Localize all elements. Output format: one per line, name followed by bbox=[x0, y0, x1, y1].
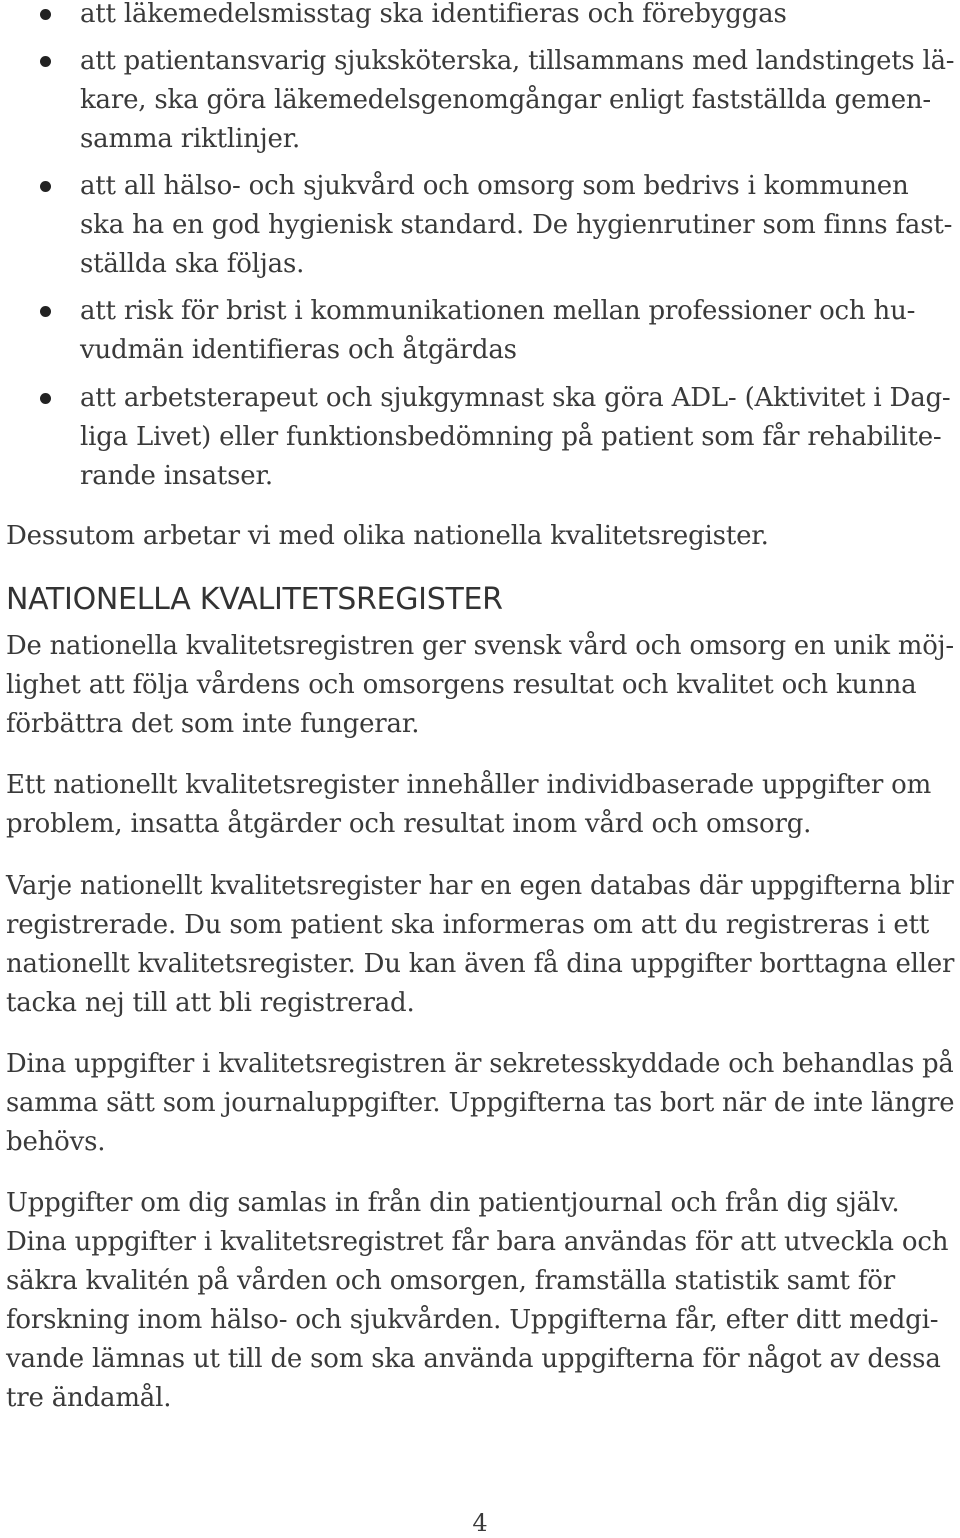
page-number: 4 bbox=[472, 1509, 488, 1537]
paragraph-line: samma sätt som journaluppgifter. Uppgifterna tas bort när de inte längre bbox=[6, 1088, 955, 1118]
bullet-marker bbox=[40, 306, 51, 317]
bullet-text-line: ställda ska följas. bbox=[80, 249, 305, 279]
section-heading: NATIONELLA KVALITETSREGISTER bbox=[6, 582, 503, 617]
bullet-marker bbox=[40, 56, 51, 67]
paragraph-line: tre ändamål. bbox=[6, 1383, 172, 1413]
bullet-marker bbox=[40, 393, 51, 404]
paragraph-line: Uppgifter om dig samlas in från din patientjournal och från dig själv. bbox=[6, 1188, 900, 1218]
bullet-marker bbox=[40, 9, 51, 20]
bullet-text-line: kare, ska göra läkemedelsgenomgångar enligt fastställda gemen- bbox=[80, 85, 932, 115]
bullet-marker bbox=[40, 181, 51, 192]
paragraph-line: tacka nej till att bli registrerad. bbox=[6, 988, 415, 1018]
paragraph-line: registrerade. Du som patient ska informeras om att du registreras i ett bbox=[6, 910, 930, 940]
bullet-text-line: att arbetsterapeut och sjukgymnast ska göra ADL- (Aktivitet i Dag- bbox=[80, 383, 951, 413]
paragraph-line: vande lämnas ut till de som ska använda uppgifterna för något av dessa bbox=[6, 1344, 941, 1374]
paragraph-line: förbättra det som inte fungerar. bbox=[6, 709, 420, 739]
bullet-text-line: att all hälso- och sjukvård och omsorg som bedrivs i kommunen bbox=[80, 171, 909, 201]
paragraph-line: Ett nationellt kvalitetsregister innehåller individbaserade uppgifter om bbox=[6, 770, 932, 800]
paragraph-line: Dina uppgifter i kvalitetsregistren är sekretesskyddade och behandlas på bbox=[6, 1049, 954, 1079]
paragraph-line: Dina uppgifter i kvalitetsregistret får bara användas för att utveckla och bbox=[6, 1227, 949, 1257]
bullet-text-line: att läkemedelsmisstag ska identifieras och förebyggas bbox=[80, 0, 787, 29]
bullet-text-line: att risk för brist i kommunikationen mellan professioner och hu- bbox=[80, 296, 916, 326]
paragraph-line: nationellt kvalitetsregister. Du kan även få dina uppgifter borttagna eller bbox=[6, 949, 955, 979]
intro-paragraph: Dessutom arbetar vi med olika nationella kvalitetsregister. bbox=[6, 521, 769, 551]
paragraph-line: forskning inom hälso- och sjukvården. Uppgifterna får, efter ditt medgi- bbox=[6, 1305, 939, 1335]
paragraph-line: problem, insatta åtgärder och resultat inom vård och omsorg. bbox=[6, 809, 812, 839]
paragraph-line: behövs. bbox=[6, 1127, 106, 1157]
bullet-text-line: ska ha en god hygienisk standard. De hygienrutiner som finns fast- bbox=[80, 210, 953, 240]
paragraph-line: säkra kvalitén på vården och omsorgen, framställa statistik samt för bbox=[6, 1266, 895, 1296]
bullet-text-line: rande insatser. bbox=[80, 461, 273, 491]
bullet-text-line: liga Livet) eller funktionsbedömning på patient som får rehabilite- bbox=[80, 422, 942, 452]
paragraph-line: Varje nationellt kvalitetsregister har en egen databas där uppgifterna blir bbox=[6, 871, 954, 901]
paragraph-line: lighet att följa vårdens och omsorgens resultat och kvalitet och kunna bbox=[6, 670, 917, 700]
bullet-text-line: att patientansvarig sjuksköterska, tillsammans med landstingets lä- bbox=[80, 46, 955, 76]
bullet-text-line: samma riktlinjer. bbox=[80, 124, 301, 154]
bullet-text-line: vudmän identifieras och åtgärdas bbox=[80, 335, 517, 365]
paragraph-line: De nationella kvalitetsregistren ger svensk vård och omsorg en unik möj- bbox=[6, 631, 954, 661]
